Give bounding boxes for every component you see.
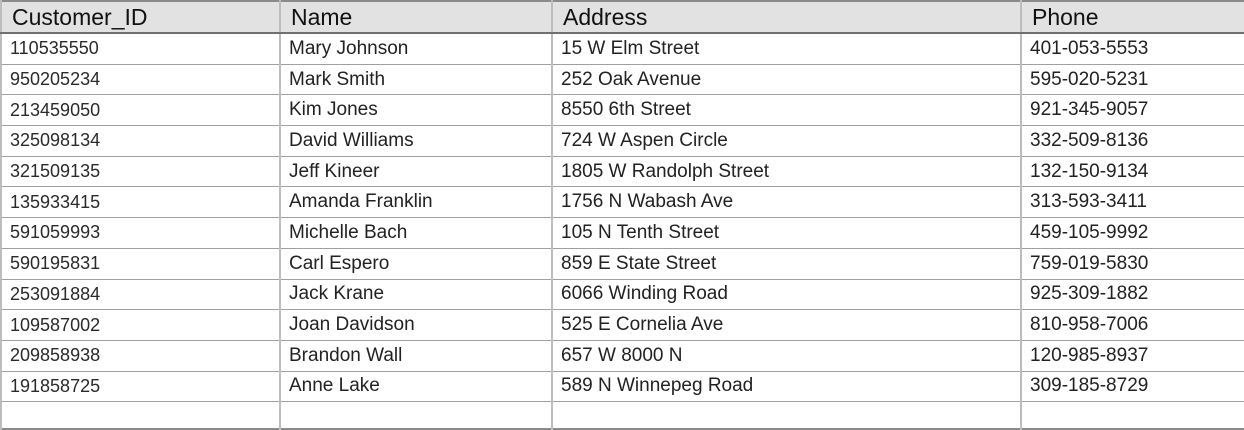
cell-name[interactable]: Amanda Franklin [280, 187, 552, 218]
cell-phone[interactable]: 313-593-3411 [1021, 187, 1244, 218]
table-row [1, 64, 1244, 95]
cell-name[interactable]: Kim Jones [280, 95, 552, 126]
cell-address[interactable]: 525 E Cornelia Ave [552, 310, 1021, 341]
empty-row [1, 402, 1244, 430]
column-header-address[interactable]: Address [552, 1, 1021, 33]
cell-address[interactable]: 859 E State Street [552, 248, 1021, 279]
empty-cell[interactable] [1021, 402, 1244, 430]
table-row [1, 310, 1244, 341]
cell-name[interactable]: Joan Davidson [280, 310, 552, 341]
cell-phone[interactable]: 132-150-9134 [1021, 156, 1244, 187]
cell-name[interactable]: David Williams [280, 126, 552, 157]
cell-address[interactable]: 8550 6th Street [552, 95, 1021, 126]
cell-name[interactable]: Jeff Kineer [280, 156, 552, 187]
cell-customer-id[interactable]: 109587002 [1, 310, 280, 341]
cell-customer-id[interactable]: 209858938 [1, 340, 280, 371]
cell-address[interactable]: 6066 Winding Road [552, 279, 1021, 310]
column-header-name[interactable]: Name [280, 1, 552, 33]
cell-phone[interactable]: 810-958-7006 [1021, 310, 1244, 341]
table-row [1, 33, 1244, 64]
cell-phone[interactable]: 921-345-9057 [1021, 95, 1244, 126]
cell-phone[interactable]: 595-020-5231 [1021, 64, 1244, 95]
table-row [1, 218, 1244, 249]
cell-phone[interactable]: 759-019-5830 [1021, 248, 1244, 279]
cell-customer-id[interactable]: 135933415 [1, 187, 280, 218]
cell-address[interactable]: 589 N Winnepeg Road [552, 371, 1021, 402]
cell-customer-id[interactable]: 191858725 [1, 371, 280, 402]
cell-name[interactable]: Mark Smith [280, 64, 552, 95]
cell-customer-id[interactable]: 321509135 [1, 156, 280, 187]
cell-phone[interactable]: 459-105-9992 [1021, 218, 1244, 249]
table-row [1, 248, 1244, 279]
cell-address[interactable]: 252 Oak Avenue [552, 64, 1021, 95]
cell-name[interactable]: Jack Krane [280, 279, 552, 310]
table-row [1, 156, 1244, 187]
cell-address[interactable]: 15 W Elm Street [552, 33, 1021, 64]
cell-address[interactable]: 105 N Tenth Street [552, 218, 1021, 249]
cell-customer-id[interactable]: 950205234 [1, 64, 280, 95]
cell-name[interactable]: Mary Johnson [280, 33, 552, 64]
cell-address[interactable]: 657 W 8000 N [552, 340, 1021, 371]
table-row [1, 340, 1244, 371]
empty-cell[interactable] [552, 402, 1021, 430]
empty-cell[interactable] [280, 402, 552, 430]
table-row [1, 187, 1244, 218]
table-row [1, 126, 1244, 157]
cell-customer-id[interactable]: 110535550 [1, 33, 280, 64]
cell-name[interactable]: Michelle Bach [280, 218, 552, 249]
cell-name[interactable]: Anne Lake [280, 371, 552, 402]
column-header-customer-id[interactable]: Customer_ID [1, 1, 280, 33]
header-row [1, 1, 1244, 33]
cell-address[interactable]: 1756 N Wabash Ave [552, 187, 1021, 218]
cell-phone[interactable]: 332-509-8136 [1021, 126, 1244, 157]
cell-phone[interactable]: 401-053-5553 [1021, 33, 1244, 64]
table-row [1, 279, 1244, 310]
empty-cell[interactable] [1, 402, 280, 430]
cell-address[interactable]: 724 W Aspen Circle [552, 126, 1021, 157]
cell-customer-id[interactable]: 591059993 [1, 218, 280, 249]
column-header-phone[interactable]: Phone [1021, 1, 1244, 33]
table-row [1, 371, 1244, 402]
cell-phone[interactable]: 925-309-1882 [1021, 279, 1244, 310]
cell-name[interactable]: Brandon Wall [280, 340, 552, 371]
cell-customer-id[interactable]: 590195831 [1, 248, 280, 279]
cell-customer-id[interactable]: 325098134 [1, 126, 280, 157]
cell-address[interactable]: 1805 W Randolph Street [552, 156, 1021, 187]
table-row [1, 95, 1244, 126]
cell-phone[interactable]: 120-985-8937 [1021, 340, 1244, 371]
cell-customer-id[interactable]: 253091884 [1, 279, 280, 310]
cell-phone[interactable]: 309-185-8729 [1021, 371, 1244, 402]
cell-name[interactable]: Carl Espero [280, 248, 552, 279]
cell-customer-id[interactable]: 213459050 [1, 95, 280, 126]
